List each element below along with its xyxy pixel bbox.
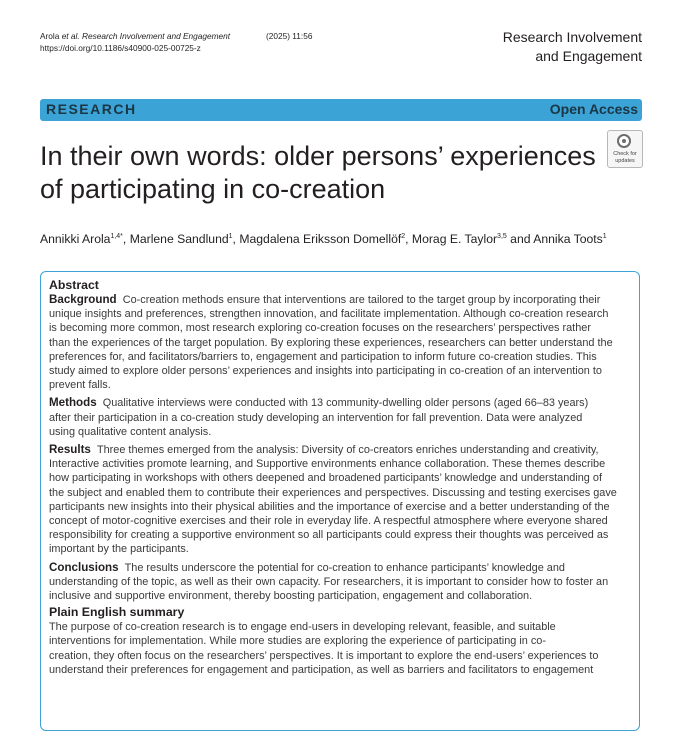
abstract-line: [49, 443, 637, 457]
citation-year: (2025) 11:56: [266, 31, 313, 41]
abstract-line: prevent falls.: [49, 379, 111, 392]
author-separator: ,: [405, 232, 412, 246]
abstract-line: The purpose of co-creation research is to engage end-users in developing relevant, feasible, and suitable: [49, 621, 556, 634]
article-title: [40, 140, 605, 206]
author-name: Annika Toots: [533, 232, 603, 246]
author-affiliation: 1,4*: [110, 233, 123, 240]
abstract-line: interventions for implementation. While more studies are exploring the experience of participating in co-: [49, 635, 546, 648]
abstract-line: study aimed to explore older persons’ experiences and insights into participating in co-creation of an intervention to: [49, 365, 602, 378]
conclusions-text: The results underscore the potential for co-creation to enhance participants’ knowledge and: [124, 561, 565, 574]
check-updates-line1: Check for: [613, 151, 637, 157]
journal-name: [503, 28, 642, 66]
author-name: Annikki Arola: [40, 232, 111, 246]
abstract-line: creation, they often focus on the researchers’ perspectives. It is important to explore the end-users’ experiences to: [49, 649, 599, 662]
results-label: Results: [49, 443, 91, 457]
citation-block: [40, 30, 313, 54]
conclusions-section: [49, 561, 637, 604]
citation-authors: Arola: [40, 31, 62, 41]
doi-link[interactable]: https://doi.org/10.1186/s40900-025-00725-z: [40, 43, 201, 53]
abstract-line: [49, 561, 637, 575]
open-access-label: Open Access: [549, 101, 638, 117]
abstract-heading: Abstract: [49, 278, 99, 292]
methods-text: Qualitative interviews were conducted with 13 community-dwelling older persons (aged 66–83 years): [102, 397, 589, 410]
abstract-line: unique insights and preferences, strengthen innovation, and facilitate implementation. Although co-creation research: [49, 308, 609, 321]
abstract-line: [49, 396, 637, 410]
author-affiliation: 3,5: [497, 233, 507, 240]
author-separator: ,: [122, 232, 130, 246]
abstract-line: Interactive activities promote learning, and Supportive environments enhance collaboration. These themes describe: [49, 458, 606, 471]
plain-english-summary: [49, 620, 637, 677]
author-list: [40, 229, 607, 247]
citation-journal: Research Involvement and Engagement: [79, 31, 231, 41]
abstract-line: how participating in workshops with others deepened and broadened participants’ knowledge and understanding of: [49, 472, 602, 485]
abstract-line: concept of motor-cognitive exercises and their role in everyday life. A respectful atmosphere where everyone shared: [49, 515, 608, 528]
author-separator: ,: [232, 232, 240, 246]
abstract-line: inclusive and supportive environment, thereby boosting participation, engagement and collaboration.: [49, 590, 533, 603]
author-affiliation: 2: [401, 233, 406, 240]
abstract-line: understand their preferences for engagement and participation, as well as barriers and facilitators to engagement: [49, 663, 594, 676]
abstract-line: responsibility for creating a supportive environment so all participants could express their thoughts was perceived as: [49, 529, 609, 542]
journal-name-line1: Research Involvement: [502, 29, 642, 45]
abstract-line: after their participation in a co-creation study developing an intervention for fall prevention. Data were analyzed: [49, 411, 583, 424]
abstract-line: important by the participants.: [49, 543, 189, 556]
section-banner: [40, 99, 642, 121]
abstract-box: [40, 271, 640, 731]
citation-etal: et al.: [61, 31, 80, 41]
methods-label: Methods: [49, 396, 97, 410]
abstract-line: understanding of the topic, as well as their own capacity. For researchers, it is important to consider how to foster an: [49, 575, 609, 588]
author-affiliation: 1: [602, 233, 607, 240]
abstract-content: [49, 278, 637, 677]
results-section: [49, 443, 637, 557]
abstract-line: is becoming more common, most research exploring co-creation focuses on the researchers’ perspectives rather: [49, 322, 591, 335]
author-name: Morag E. Taylor: [411, 232, 498, 246]
methods-section: [49, 396, 637, 439]
background-label: Background: [49, 293, 117, 306]
check-updates-icon: [617, 134, 631, 148]
abstract-line: than the experiences of the target population. By exploring these experiences, researchers can better understand the: [49, 336, 613, 349]
journal-name-line2: and Engagement: [535, 48, 642, 64]
check-for-updates-button[interactable]: [607, 130, 643, 168]
title-line-2: of participating in co-creation: [40, 174, 386, 204]
abstract-line: the subject and enabled them to contribute their experiences and perspectives. Discussing and testing exercises gave: [49, 486, 617, 499]
author-name: Magdalena Eriksson Domellöf: [239, 232, 402, 246]
abstract-line: preferences for, and facilitators/barriers to, engagement and participation to inform future co-creation studies. This: [49, 350, 597, 363]
author-name: Marlene Sandlund: [129, 232, 229, 246]
author-affiliation: 1: [228, 233, 233, 240]
citation-line: [40, 30, 313, 42]
results-text: Three themes emerged from the analysis: Diversity of co-creators enriches understanding and creativity,: [96, 444, 599, 457]
background-section: [49, 293, 637, 392]
abstract-line: participants new insights into their physical abilities and the importance of exercise and a better understanding of the: [49, 500, 610, 513]
abstract-line: [49, 293, 637, 307]
conclusions-label: Conclusions: [49, 560, 119, 574]
background-text: Co-creation methods ensure that interventions are tailored to the target group by incorporating their: [122, 294, 601, 306]
section-label: RESEARCH: [46, 101, 137, 117]
plain-english-summary-heading: Plain English summary: [49, 605, 185, 620]
title-line-1: In their own words: older persons’ experiences: [40, 141, 596, 171]
abstract-line: using qualitative content analysis.: [49, 425, 212, 438]
check-updates-line2: updates: [615, 157, 635, 164]
check-updates-text: [608, 151, 642, 164]
author-separator: and: [506, 232, 534, 246]
